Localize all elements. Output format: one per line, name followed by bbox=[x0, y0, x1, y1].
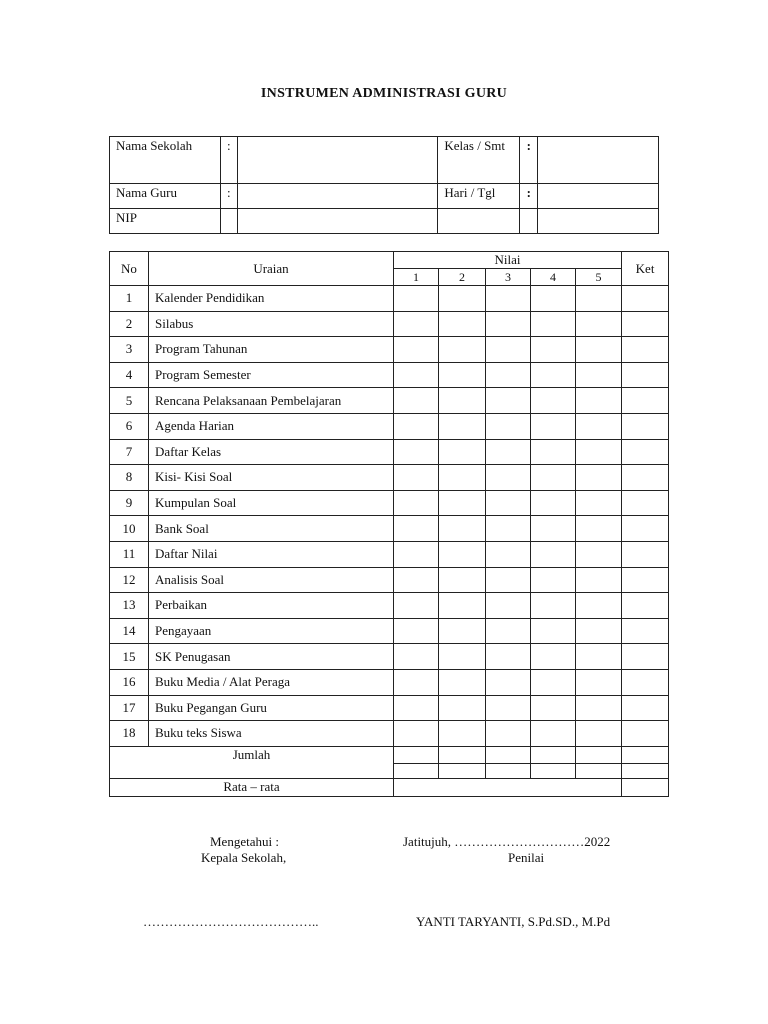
row-item: Daftar Kelas bbox=[149, 439, 394, 465]
row-number: 1 bbox=[110, 286, 149, 312]
table-row bbox=[110, 567, 669, 593]
table-row bbox=[110, 388, 669, 414]
row-number: 7 bbox=[110, 439, 149, 465]
table-row bbox=[110, 490, 669, 516]
row-item: Daftar Nilai bbox=[149, 541, 394, 567]
score-cell-1[interactable] bbox=[394, 337, 439, 363]
rata-rata-label: Rata – rata bbox=[110, 778, 394, 796]
score-cell-5[interactable] bbox=[576, 669, 622, 695]
score-cell-4[interactable] bbox=[531, 413, 576, 439]
header-score-5: 5 bbox=[576, 269, 622, 286]
score-cell-4[interactable] bbox=[531, 388, 576, 414]
score-cell-1[interactable] bbox=[394, 490, 439, 516]
ket-cell[interactable] bbox=[622, 593, 669, 619]
table-row bbox=[110, 311, 669, 337]
ket-cell[interactable] bbox=[622, 541, 669, 567]
score-cell-1[interactable] bbox=[394, 721, 439, 747]
score-cell-5[interactable] bbox=[576, 337, 622, 363]
score-cell-2[interactable] bbox=[439, 695, 486, 721]
header-score-3: 3 bbox=[486, 269, 531, 286]
nip-field[interactable] bbox=[237, 209, 438, 234]
score-cell-3[interactable] bbox=[486, 695, 531, 721]
blank-cell bbox=[622, 763, 669, 778]
table-row bbox=[110, 337, 669, 363]
score-cell-4[interactable] bbox=[531, 439, 576, 465]
penilai-label: Penilai bbox=[508, 850, 545, 865]
rata-rata-value[interactable] bbox=[394, 778, 622, 796]
score-cell-5[interactable] bbox=[576, 413, 622, 439]
kepala-sekolah-label: Kepala Sekolah, bbox=[201, 850, 287, 865]
score-cell-4[interactable] bbox=[531, 311, 576, 337]
score-cell-4[interactable] bbox=[531, 362, 576, 388]
hari-tgl-label: Hari / Tgl bbox=[438, 184, 520, 209]
header-ket: Ket bbox=[622, 252, 669, 286]
ket-cell[interactable] bbox=[622, 567, 669, 593]
table-row bbox=[110, 721, 669, 747]
row-number: 18 bbox=[110, 721, 149, 747]
score-cell-3[interactable] bbox=[486, 439, 531, 465]
score-cell-2[interactable] bbox=[439, 337, 486, 363]
ket-cell[interactable] bbox=[622, 669, 669, 695]
score-cell-3[interactable] bbox=[486, 618, 531, 644]
empty-cell bbox=[520, 209, 538, 234]
row-item: Kalender Pendidikan bbox=[149, 286, 394, 312]
table-row bbox=[110, 516, 669, 542]
table-row bbox=[110, 541, 669, 567]
score-cell-2[interactable] bbox=[439, 286, 486, 312]
ket-cell[interactable] bbox=[622, 490, 669, 516]
score-cell-4[interactable] bbox=[531, 541, 576, 567]
score-cell-2[interactable] bbox=[439, 644, 486, 670]
header-nilai: Nilai bbox=[394, 252, 622, 269]
score-cell-5[interactable] bbox=[576, 567, 622, 593]
place-date: Jatitujuh, …………………………2022 bbox=[403, 834, 611, 849]
score-cell-1[interactable] bbox=[394, 362, 439, 388]
score-cell-2[interactable] bbox=[439, 721, 486, 747]
score-cell-2[interactable] bbox=[439, 311, 486, 337]
table-row bbox=[110, 439, 669, 465]
nama-sekolah-field[interactable] bbox=[237, 137, 438, 184]
row-number: 13 bbox=[110, 593, 149, 619]
kelas-smt-field[interactable] bbox=[538, 137, 659, 184]
score-cell-2[interactable] bbox=[439, 618, 486, 644]
score-cell-1[interactable] bbox=[394, 413, 439, 439]
score-cell-3[interactable] bbox=[486, 669, 531, 695]
score-cell-2[interactable] bbox=[439, 669, 486, 695]
score-cell-5[interactable] bbox=[576, 618, 622, 644]
score-cell-3[interactable] bbox=[486, 362, 531, 388]
score-cell-1[interactable] bbox=[394, 516, 439, 542]
row-number: 14 bbox=[110, 618, 149, 644]
score-cell-5[interactable] bbox=[576, 311, 622, 337]
score-cell-5[interactable] bbox=[576, 439, 622, 465]
row-item: Buku Pegangan Guru bbox=[149, 695, 394, 721]
jumlah-row bbox=[110, 746, 669, 763]
colon: : bbox=[220, 137, 237, 184]
score-cell-4[interactable] bbox=[531, 337, 576, 363]
score-cell-1[interactable] bbox=[394, 286, 439, 312]
row-number: 17 bbox=[110, 695, 149, 721]
jumlah-cell[interactable] bbox=[394, 746, 439, 763]
score-cell-4[interactable] bbox=[531, 644, 576, 670]
score-cell-3[interactable] bbox=[486, 388, 531, 414]
jumlah-cell[interactable] bbox=[531, 746, 576, 763]
score-cell-4[interactable] bbox=[531, 593, 576, 619]
blank-cell bbox=[576, 763, 622, 778]
score-cell-5[interactable] bbox=[576, 465, 622, 491]
score-cell-1[interactable] bbox=[394, 644, 439, 670]
kelas-smt-label: Kelas / Smt bbox=[438, 137, 520, 184]
document-title: INSTRUMEN ADMINISTRASI GURU bbox=[260, 86, 508, 101]
ket-cell[interactable] bbox=[622, 439, 669, 465]
jumlah-label: Jumlah bbox=[110, 746, 394, 763]
score-cell-1[interactable] bbox=[394, 311, 439, 337]
score-cell-1[interactable] bbox=[394, 669, 439, 695]
score-cell-5[interactable] bbox=[576, 593, 622, 619]
table-row bbox=[110, 695, 669, 721]
score-cell-2[interactable] bbox=[439, 490, 486, 516]
assessment-table bbox=[109, 251, 669, 797]
score-cell-3[interactable] bbox=[486, 465, 531, 491]
score-cell-3[interactable] bbox=[486, 413, 531, 439]
table-row bbox=[110, 413, 669, 439]
row-item: Buku Media / Alat Peraga bbox=[149, 669, 394, 695]
score-cell-2[interactable] bbox=[439, 567, 486, 593]
row-item: Program Semester bbox=[149, 362, 394, 388]
score-cell-5[interactable] bbox=[576, 516, 622, 542]
score-cell-1[interactable] bbox=[394, 541, 439, 567]
score-cell-3[interactable] bbox=[486, 567, 531, 593]
header-score-4: 4 bbox=[531, 269, 576, 286]
score-cell-5[interactable] bbox=[576, 490, 622, 516]
table-row bbox=[110, 465, 669, 491]
row-item: Buku teks Siswa bbox=[149, 721, 394, 747]
score-cell-3[interactable] bbox=[486, 311, 531, 337]
row-number: 5 bbox=[110, 388, 149, 414]
ket-cell[interactable] bbox=[622, 311, 669, 337]
score-cell-1[interactable] bbox=[394, 593, 439, 619]
nama-sekolah-label: Nama Sekolah bbox=[110, 137, 221, 184]
ket-cell[interactable] bbox=[622, 286, 669, 312]
score-cell-3[interactable] bbox=[486, 490, 531, 516]
ket-cell[interactable] bbox=[622, 721, 669, 747]
score-cell-3[interactable] bbox=[486, 541, 531, 567]
score-cell-3[interactable] bbox=[486, 516, 531, 542]
score-cell-2[interactable] bbox=[439, 439, 486, 465]
rata-rata-ket[interactable] bbox=[622, 778, 669, 796]
hari-tgl-field[interactable] bbox=[538, 184, 659, 209]
nama-guru-label: Nama Guru bbox=[110, 184, 221, 209]
ket-cell[interactable] bbox=[622, 388, 669, 414]
row-item: Kisi- Kisi Soal bbox=[149, 465, 394, 491]
ket-cell[interactable] bbox=[622, 362, 669, 388]
jumlah-cell[interactable] bbox=[439, 746, 486, 763]
row-item: Bank Soal bbox=[149, 516, 394, 542]
row-item: SK Penugasan bbox=[149, 644, 394, 670]
score-cell-4[interactable] bbox=[531, 618, 576, 644]
header-score-1: 1 bbox=[394, 269, 439, 286]
header-no: No bbox=[110, 252, 149, 286]
empty-cell bbox=[538, 209, 659, 234]
score-cell-1[interactable] bbox=[394, 465, 439, 491]
score-cell-4[interactable] bbox=[531, 695, 576, 721]
colon: : bbox=[220, 184, 237, 209]
table-row bbox=[110, 618, 669, 644]
row-number: 9 bbox=[110, 490, 149, 516]
principal-signature-line: ………………………………….. bbox=[143, 914, 319, 929]
score-cell-3[interactable] bbox=[486, 593, 531, 619]
score-cell-1[interactable] bbox=[394, 439, 439, 465]
rata-rata-row bbox=[110, 778, 669, 796]
blank-cell bbox=[394, 763, 439, 778]
header-uraian: Uraian bbox=[149, 252, 394, 286]
evaluator-name: YANTI TARYANTI, S.Pd.SD., M.Pd bbox=[416, 914, 611, 929]
jumlah-cell[interactable] bbox=[576, 746, 622, 763]
identity-table bbox=[109, 136, 659, 234]
row-item: Agenda Harian bbox=[149, 413, 394, 439]
row-number: 4 bbox=[110, 362, 149, 388]
row-number: 2 bbox=[110, 311, 149, 337]
empty-cell bbox=[438, 209, 520, 234]
score-cell-2[interactable] bbox=[439, 465, 486, 491]
row-item: Pengayaan bbox=[149, 618, 394, 644]
blank-cell bbox=[531, 763, 576, 778]
score-cell-2[interactable] bbox=[439, 516, 486, 542]
row-number: 15 bbox=[110, 644, 149, 670]
score-cell-2[interactable] bbox=[439, 362, 486, 388]
score-cell-1[interactable] bbox=[394, 695, 439, 721]
score-cell-1[interactable] bbox=[394, 618, 439, 644]
ket-cell[interactable] bbox=[622, 695, 669, 721]
row-number: 10 bbox=[110, 516, 149, 542]
score-cell-4[interactable] bbox=[531, 669, 576, 695]
table-row bbox=[110, 362, 669, 388]
jumlah-cell[interactable] bbox=[486, 746, 531, 763]
colon: : bbox=[520, 137, 538, 184]
table-row bbox=[110, 644, 669, 670]
blank-cell bbox=[110, 763, 394, 778]
score-cell-5[interactable] bbox=[576, 721, 622, 747]
row-item: Perbaikan bbox=[149, 593, 394, 619]
blank-cell bbox=[486, 763, 531, 778]
score-cell-4[interactable] bbox=[531, 516, 576, 542]
mengetahui-label: Mengetahui : bbox=[210, 834, 279, 849]
score-cell-3[interactable] bbox=[486, 286, 531, 312]
score-cell-3[interactable] bbox=[486, 337, 531, 363]
score-cell-1[interactable] bbox=[394, 567, 439, 593]
row-number: 11 bbox=[110, 541, 149, 567]
row-number: 12 bbox=[110, 567, 149, 593]
row-item: Program Tahunan bbox=[149, 337, 394, 363]
blank-row bbox=[110, 763, 669, 778]
ket-cell[interactable] bbox=[622, 618, 669, 644]
score-cell-5[interactable] bbox=[576, 695, 622, 721]
nip-label: NIP bbox=[110, 209, 221, 234]
score-cell-1[interactable] bbox=[394, 388, 439, 414]
score-cell-3[interactable] bbox=[486, 721, 531, 747]
score-cell-4[interactable] bbox=[531, 567, 576, 593]
table-row bbox=[110, 593, 669, 619]
row-number: 3 bbox=[110, 337, 149, 363]
score-cell-4[interactable] bbox=[531, 286, 576, 312]
score-cell-2[interactable] bbox=[439, 593, 486, 619]
row-item: Rencana Pelaksanaan Pembelajaran bbox=[149, 388, 394, 414]
table-row bbox=[110, 286, 669, 312]
header-score-2: 2 bbox=[439, 269, 486, 286]
ket-cell[interactable] bbox=[622, 337, 669, 363]
nama-guru-field[interactable] bbox=[237, 184, 438, 209]
score-cell-3[interactable] bbox=[486, 644, 531, 670]
score-cell-4[interactable] bbox=[531, 490, 576, 516]
ket-cell[interactable] bbox=[622, 413, 669, 439]
colon: : bbox=[520, 184, 538, 209]
row-item: Silabus bbox=[149, 311, 394, 337]
row-item: Analisis Soal bbox=[149, 567, 394, 593]
score-cell-5[interactable] bbox=[576, 388, 622, 414]
score-cell-5[interactable] bbox=[576, 362, 622, 388]
score-cell-5[interactable] bbox=[576, 541, 622, 567]
score-cell-5[interactable] bbox=[576, 286, 622, 312]
score-cell-2[interactable] bbox=[439, 388, 486, 414]
ket-cell[interactable] bbox=[622, 516, 669, 542]
table-row bbox=[110, 669, 669, 695]
score-cell-4[interactable] bbox=[531, 465, 576, 491]
row-number: 8 bbox=[110, 465, 149, 491]
ket-cell[interactable] bbox=[622, 465, 669, 491]
blank-cell bbox=[439, 763, 486, 778]
score-cell-5[interactable] bbox=[576, 644, 622, 670]
row-number: 16 bbox=[110, 669, 149, 695]
row-item: Kumpulan Soal bbox=[149, 490, 394, 516]
score-cell-2[interactable] bbox=[439, 541, 486, 567]
score-cell-2[interactable] bbox=[439, 413, 486, 439]
jumlah-cell[interactable] bbox=[622, 746, 669, 763]
nip-colon-cell bbox=[220, 209, 237, 234]
row-number: 6 bbox=[110, 413, 149, 439]
score-cell-4[interactable] bbox=[531, 721, 576, 747]
ket-cell[interactable] bbox=[622, 644, 669, 670]
